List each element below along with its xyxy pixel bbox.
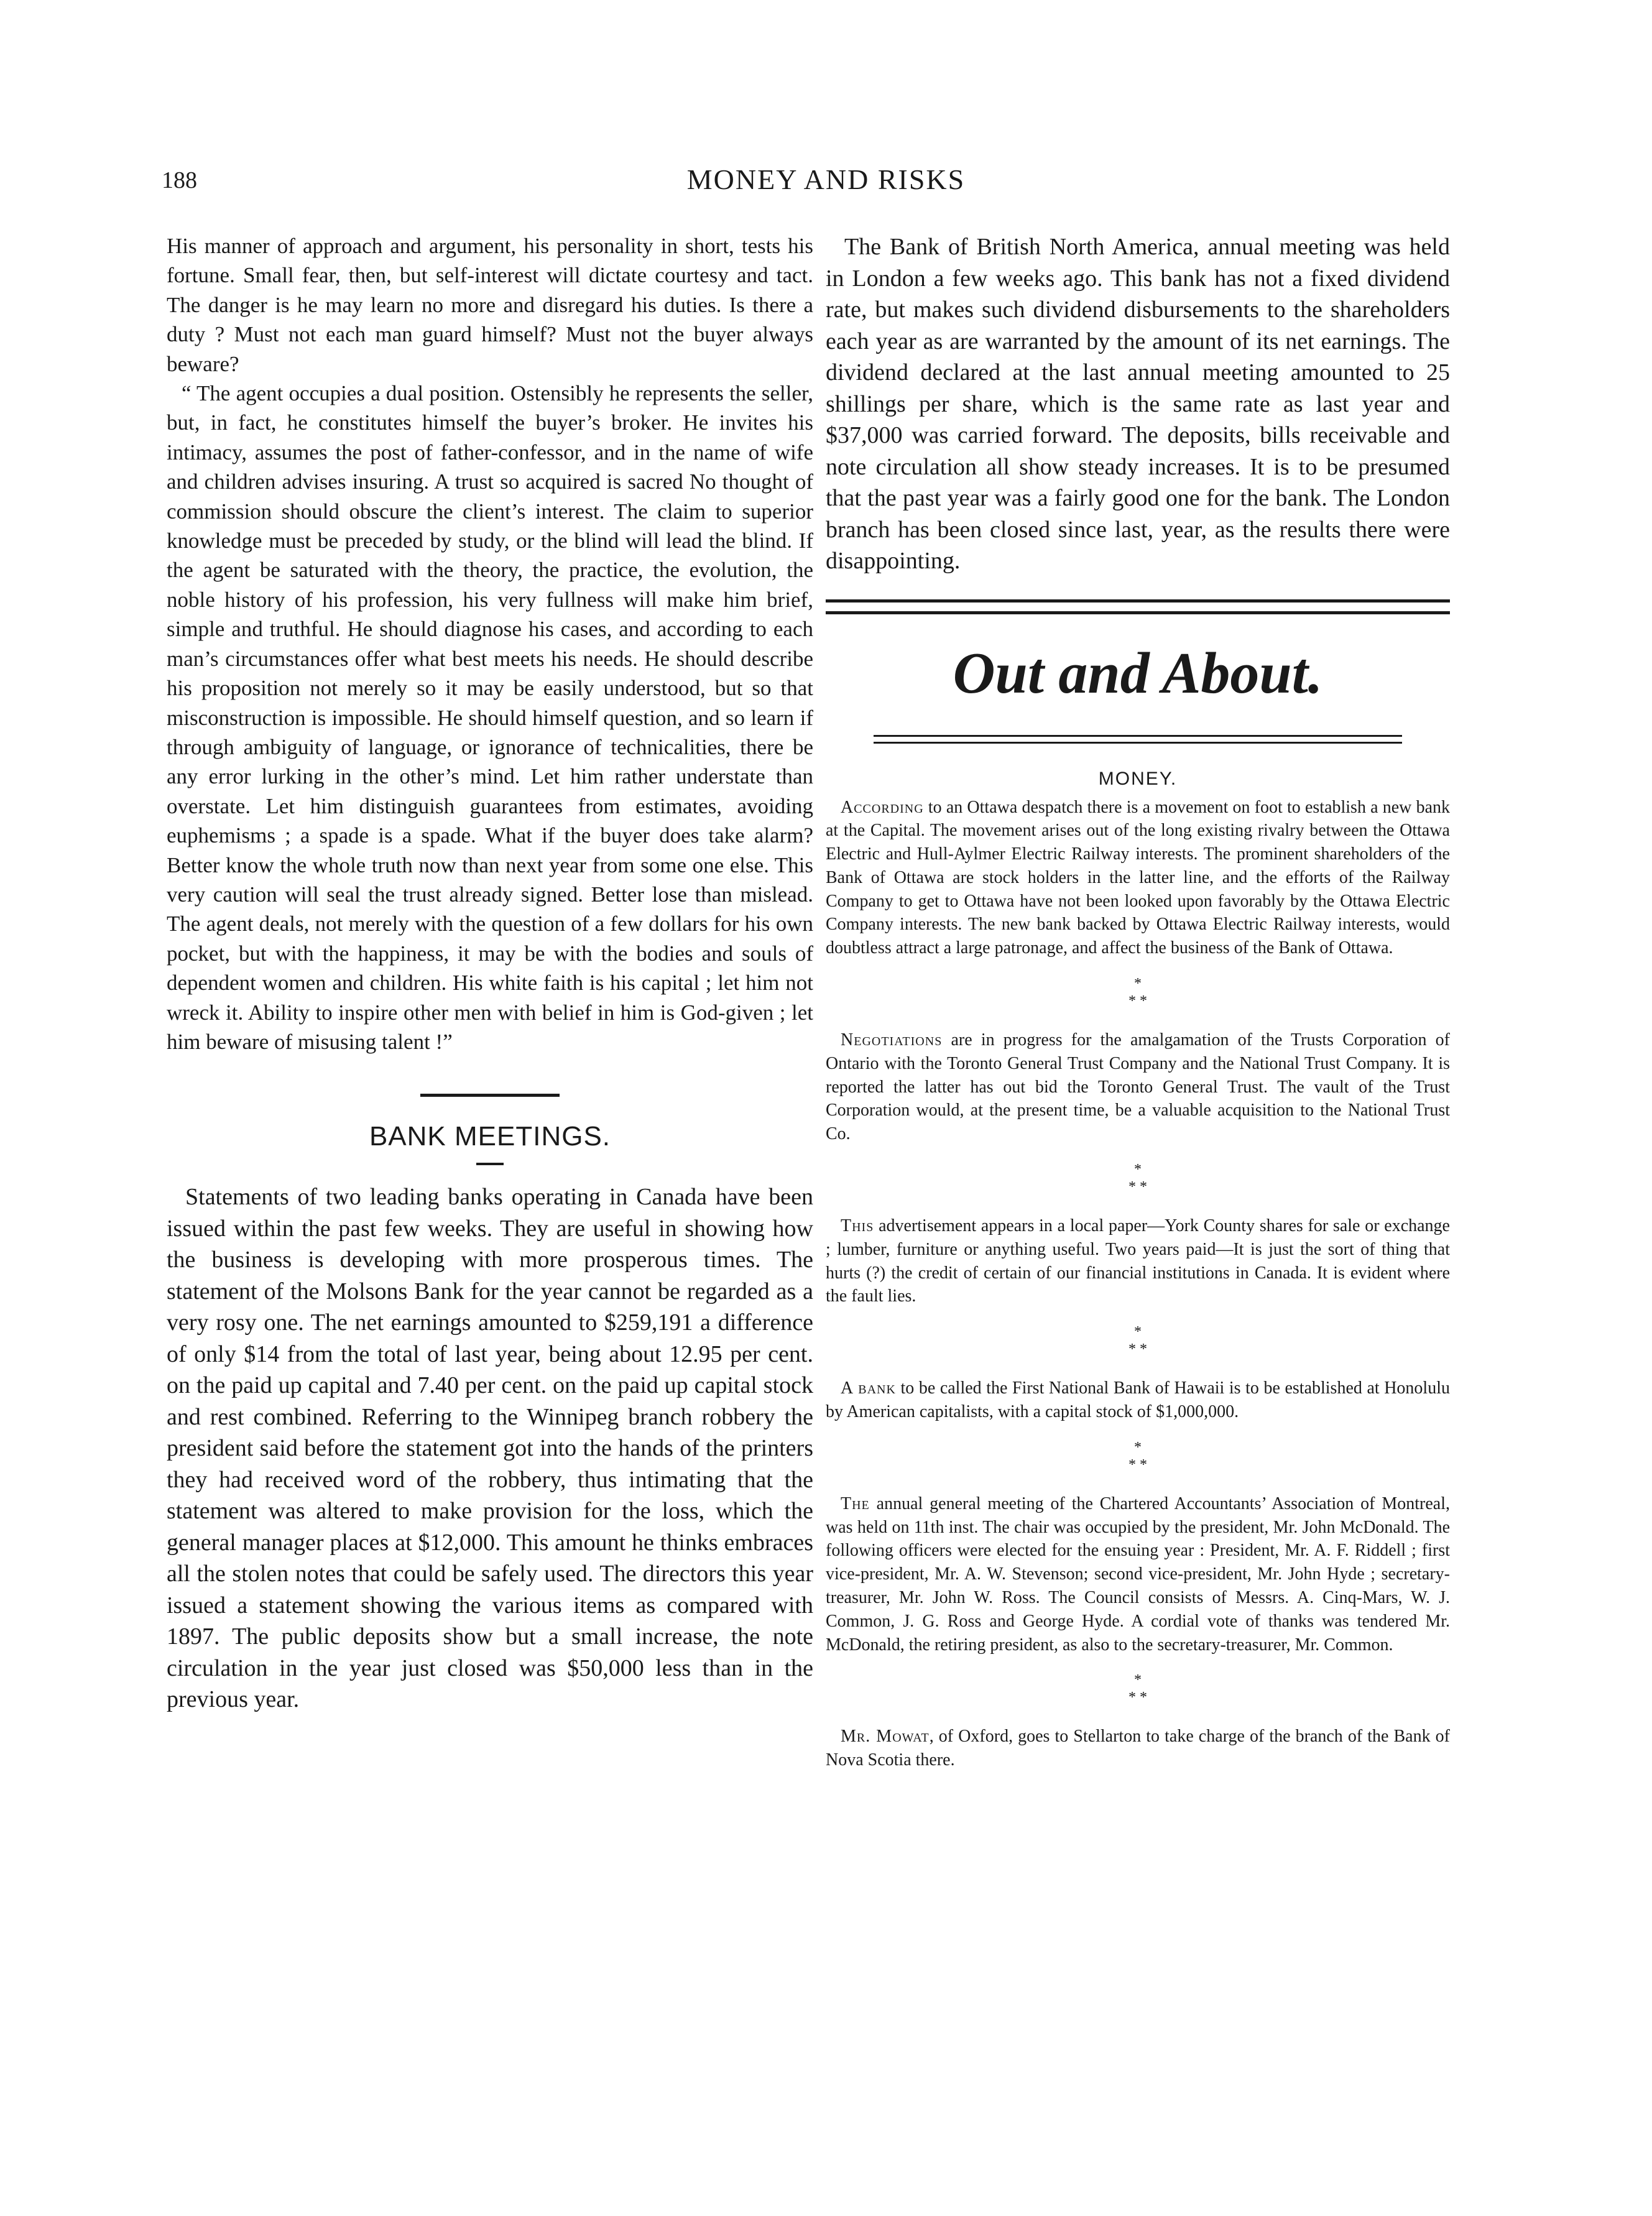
running-title: MONEY AND RISKS xyxy=(686,164,966,195)
page-number: 188 xyxy=(162,167,197,193)
news-item-text: to an Ottawa despatch there is a movement on foot to establish a new bank at the Capital. The movement arises out of the long existing rivalry between the Ottawa Electric and Hull-Aylmer Electric Railway interests. The prominent shareholders of the Bank of Ottawa are stock holders in the latter line, and the efforts of the Railway Company to get to Ottawa have not been looked upon favorably by the Ottawa Electric Company interests. The new bank backed by Ottawa Electric Railway interests, would doubtless attract a large patronage, and affect the business of the Bank of Ottawa. xyxy=(826,797,1450,958)
bank-meetings-text: Statements of two leading banks operating in Canada have been issued within the past few weeks. They are useful in showing how the business is developing with more prosperous times. The statement of the Molsons Bank for the year cannot be regarded as a very rosy one. The net earnings amounted to $259,191 a difference of only $14 from the total of last year, being about 12.95 per cent. on the paid up capital and 7.40 per cent. on the paid up capital stock and rest combined. Referring to the Winnipeg branch robbery the president said before the statement got into the hands of the printers they had received word of the robbery, thus intimating that the statement was altered to make provision for the loss, which the general manager places at $12,000. This amount he thinks embraces all the stolen notes that could be safely used. The directors this year issued a statement showing the various items as compared with 1897. The public deposits show but a small increase, the note circulation in the year just closed was $50,000 less than in the previous year. xyxy=(167,1184,813,1713)
news-item xyxy=(826,1028,1450,1146)
asterism-separator: * * * xyxy=(1128,1439,1147,1473)
left-column xyxy=(167,231,813,1715)
news-item-lead: A bank xyxy=(841,1378,896,1398)
article-paragraph: “ The agent occupies a dual position. Ostensibly he represents the seller, but, in fact, he constitutes himself the buyer’s broker. He invites his intimacy, assumes the post of father-confessor, and in the name of wife and children advises insuring. A trust so acquired is sacred No thought of commission should obscure the client’s interest. The claim to superior knowledge must be preceded by study, or the blind will lead the blind. If the agent be saturated with the theory, the practice, the evolution, the noble history of his profession, his very fullness will make him brief, simple and truthful. He should diagnose his cases, and according to each man’s circumstances offer what best meets his needs. He should describe his proposition not merely so it may be easily understood, but so that misconstruction is impossible. He should himself question, and so learn if through ambiguity of language, or ignorance of technicalities, there be any error lurking in the other’s mind. Let him rather understate than overstate. Let him distinguish guarantees from estimates, avoiding euphemisms ; a spade is a spade. What if the buyer does take alarm? Better know the whole truth now than next year from some one else. This very caution will seal the trust already signed. Better lose than mislead. The agent deals, not merely with the question of a few dollars for his own pocket, but with the happiness, it may be with the bodies and souls of dependent women and children. His white faith is his capital ; let him not wreck it. Ability to inspire other men with belief in him is God-given ; let him beware of misusing talent !” xyxy=(167,381,813,1054)
section-divider xyxy=(420,1094,560,1097)
news-item-text: advertisement appears in a local paper—York County shares for sale or exchange ; lumber, furniture or anything useful. Two years paid—It is just the sort of thing that hurts (?) the credit of certain of our financial institutions in Canada. It is evident where the fault lies. xyxy=(826,1216,1450,1306)
asterism-separator: * * * xyxy=(1128,976,1147,1010)
asterism-separator: * * * xyxy=(1128,1324,1147,1358)
asterism-separator: * * * xyxy=(1128,1161,1147,1196)
heading-double-rule xyxy=(874,735,1402,744)
news-item-text: annual general meeting of the Chartered Accountants’ Association of Montreal, was held on 11th inst. The chair was occupied by the president, Mr. John McDonald. The following officers were elected for the ensuing year : President, Mr. A. F. Riddell ; first vice-president, Mr. A. W. Stevenson; second vice-president, Mr. John Hyde ; secretary-treasurer, Mr. John W. Ross. The Council consists of Messrs. A. Cinq-Mars, W. J. Common, J. G. Ross and George Hyde. A cordial vote of thanks was tendered Mr. McDonald, the retiring president, as also to the secretary-treasurer, Mr. Common. xyxy=(826,1493,1450,1655)
section-double-rule xyxy=(826,599,1450,614)
news-item-lead: Mr. Mowat xyxy=(841,1727,930,1747)
news-item-lead: This xyxy=(841,1216,874,1236)
news-item xyxy=(826,1377,1450,1424)
news-item xyxy=(826,796,1450,961)
news-item-lead: The xyxy=(841,1493,870,1513)
bank-meetings-heading: BANK MEETINGS. xyxy=(369,1121,611,1152)
news-item-lead: Negotiations xyxy=(841,1030,943,1050)
heading-underline xyxy=(476,1163,504,1165)
news-item-lead: According xyxy=(841,797,924,817)
out-and-about-heading: Out and About. xyxy=(953,640,1323,706)
asterism-separator: * * * xyxy=(1128,1672,1147,1706)
money-subheading: MONEY. xyxy=(1098,768,1178,789)
news-item xyxy=(826,1492,1450,1657)
news-item-text: are in progress for the amalgamation of the Trusts Corporation of Ontario with the Toronto General Trust Company and the National Trust Company. It is reported the latter has out bid the Toronto General Trust. The vault of the Trust Corporation would, at the present time, be a valuable acquisition to the National Trust Co. xyxy=(826,1030,1450,1144)
bnа-paragraph: The Bank of British North America, annual meeting was held in London a few weeks ago. This bank has not a fixed dividend rate, but makes such dividend disbursements to the shareholders each year as are warranted by the amount of its net earnings. The dividend declared at the last annual meeting amounted to 25 shillings per share, which is the same rate as last year and $37,000 was carried forward. The deposits, bills receivable and note circulation all show steady increases. It is to be presumed that the past year was a fairly good one for the bank. The London branch has been closed since last, year, as the results there were disappointing. xyxy=(826,234,1450,574)
news-item-text: to be called the First National Bank of Hawaii is to be established at Honolulu by American capitalists, with a capital stock of $1,000,000. xyxy=(826,1378,1450,1422)
news-item-text: , of Oxford, goes to Stellarton to take charge of the branch of the Bank of Nova Scotia there. xyxy=(826,1727,1450,1770)
article-paragraph: His manner of approach and argument, his personality in short, tests his fortune. Small fear, then, but self-interest will dictate courtesy and tact. The danger is he may learn no more and disregard his duties. Is there a duty ? Must not each man guard himself? Must not the buyer always beware? xyxy=(167,234,813,376)
news-item xyxy=(826,1214,1450,1308)
right-column xyxy=(826,231,1450,1772)
news-item xyxy=(826,1725,1450,1772)
